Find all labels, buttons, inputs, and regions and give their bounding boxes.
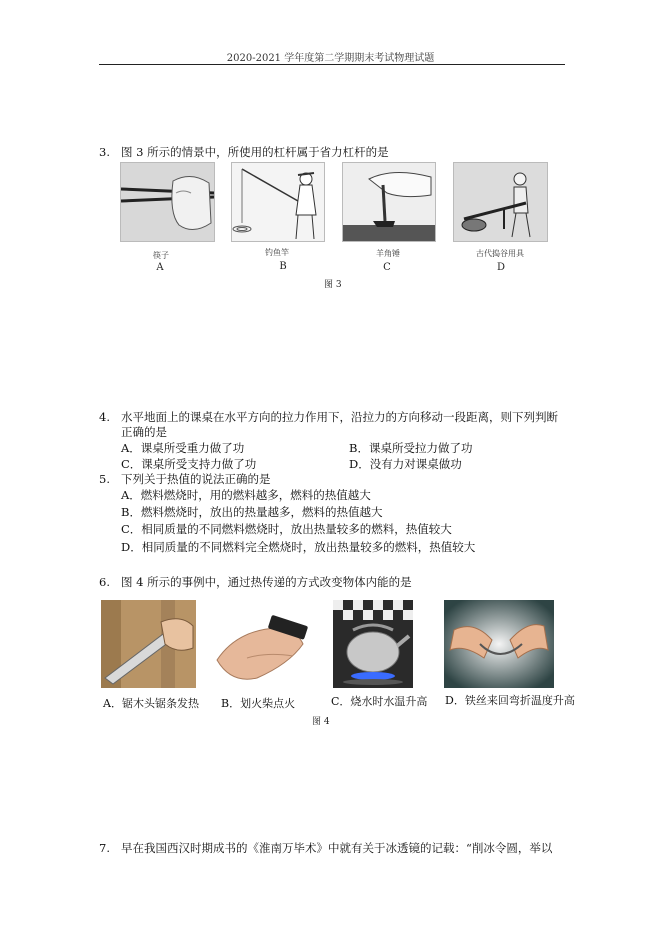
q6-caption-d: D．铁丝来回弯折温度升高	[445, 694, 575, 707]
question-text: 水平地面上的课桌在水平方向的拉力作用下，沿拉力的方向移动一段距离，则下列判断	[121, 410, 558, 424]
question-number: 4.	[99, 410, 110, 424]
question-4	[99, 409, 558, 425]
q6-caption-b: B．划火柴点火	[221, 697, 296, 710]
question-number: 3.	[99, 145, 110, 159]
question-6	[99, 574, 412, 590]
match-image	[207, 600, 321, 688]
question-number: 5.	[99, 472, 110, 486]
q6-caption-a: A．锯木头锯条发热	[103, 697, 199, 710]
q4-option-a: A．课桌所受重力做了功	[121, 441, 245, 455]
q4-option-d: D．没有力对课桌做功	[349, 457, 462, 471]
q6-caption-c: C．烧水时水温升高	[331, 695, 428, 708]
grain-pounder-icon	[454, 163, 547, 241]
question-5	[99, 471, 271, 487]
option-letter-c: C	[383, 262, 391, 273]
claw-hammer-icon	[343, 163, 435, 241]
wire-bending-image	[444, 600, 554, 688]
question-text: 图 3 所示的情景中，所使用的杠杆属于省力杠杆的是	[121, 145, 389, 159]
caption-a: 筷子	[153, 251, 169, 260]
question-text: 下列关于热值的说法正确的是	[121, 472, 271, 486]
question-4-line2: 正确的是	[121, 425, 167, 439]
q5-option-a: A．燃料燃烧时，用的燃料越多，燃料的热值越大	[121, 488, 371, 502]
question-text: 图 4 所示的事例中，通过热传递的方式改变物体内能的是	[121, 575, 412, 589]
caption-b: 钓鱼竿	[265, 248, 289, 257]
page-header: 2020-2021 学年度第二学期期末考试物理试题	[226, 53, 435, 64]
option-letter-b: B	[279, 261, 287, 272]
q5-option-b: B．燃料燃烧时，放出的热量越多，燃料的热值越大	[121, 505, 383, 519]
kettle-image	[333, 600, 413, 688]
caption-d: 古代捣谷用具	[476, 249, 524, 258]
q4-option-b: B．课桌所受拉力做了功	[349, 441, 473, 455]
figure-3-label: 图 3	[324, 280, 342, 290]
grain-pounder-image	[453, 162, 548, 242]
question-3	[99, 144, 389, 160]
option-letter-a: A	[156, 262, 164, 273]
saw-image	[101, 600, 196, 688]
chopsticks-icon	[121, 163, 214, 241]
caption-c: 羊角锤	[376, 249, 400, 258]
match-icon	[207, 600, 321, 688]
q5-option-d: D．相同质量的不同燃料完全燃烧时，放出热量较多的燃料，热值较大	[121, 540, 476, 554]
question-number: 6.	[99, 575, 110, 589]
saw-icon	[101, 600, 196, 688]
question-text: 早在我国西汉时期成书的《淮南万毕术》中就有关于冰透镜的记载：“削冰令圆，举以	[121, 841, 553, 855]
chopsticks-image	[120, 162, 215, 242]
header-divider	[99, 64, 565, 65]
fishing-rod-icon	[232, 163, 324, 241]
option-letter-d: D	[496, 262, 506, 273]
question-7	[99, 840, 552, 856]
question-number: 7.	[99, 841, 110, 855]
fishing-rod-image	[231, 162, 325, 242]
claw-hammer-image	[342, 162, 436, 242]
wire-bending-icon	[444, 600, 554, 688]
figure-4-label: 图 4	[312, 717, 330, 727]
q4-option-c: C．课桌所受支持力做了功	[121, 457, 257, 471]
q5-option-c: C．相同质量的不同燃料燃烧时，放出热量较多的燃料，热值较大	[121, 522, 452, 536]
kettle-icon	[333, 600, 413, 688]
